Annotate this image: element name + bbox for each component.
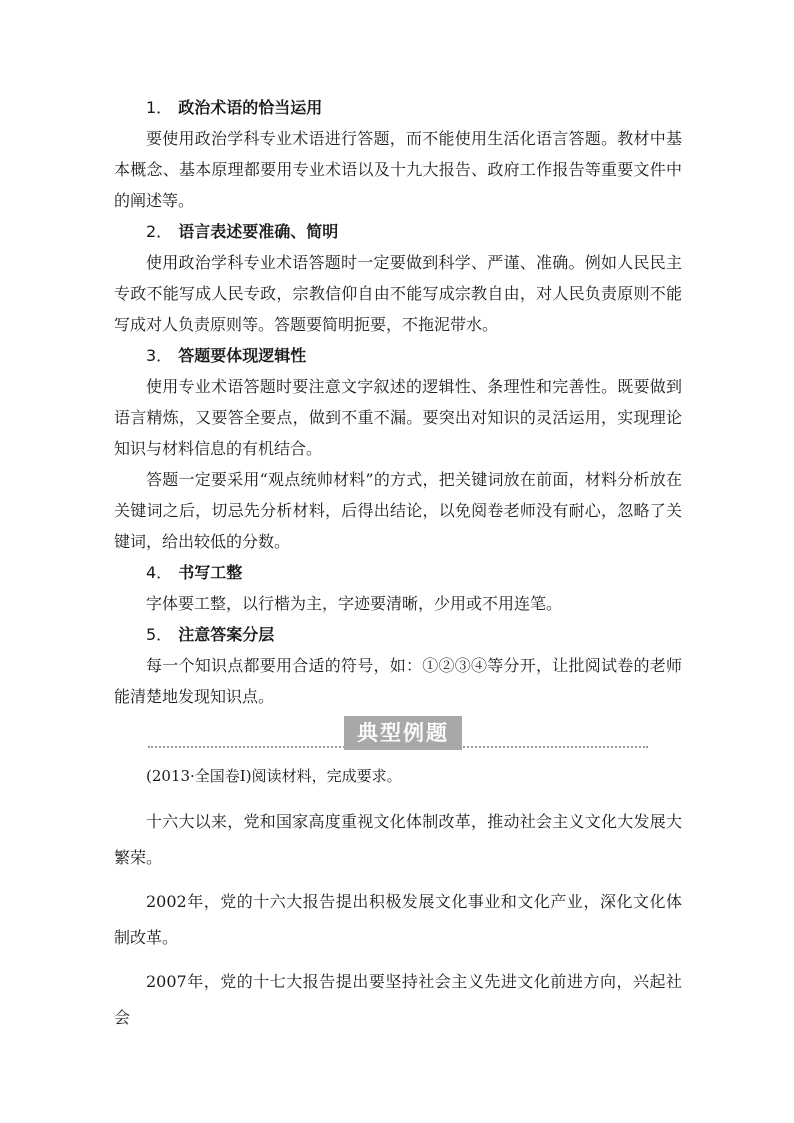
section-title: 注意答案分层 <box>178 625 275 644</box>
section-heading <box>114 619 682 650</box>
section-4 <box>114 557 682 619</box>
section-heading <box>114 557 682 588</box>
section-paragraph: 使用政治学科专业术语答题时一定要做到科学、严谨、准确。例如人民民主专政不能写成人民专政，宗教信仰自由不能写成宗教自由，对人民负责原则不能写成对人负责原则等。答题要简明扼要，不拖泥带水。 <box>114 253 682 334</box>
section-title: 语言表述要准确、简明 <box>178 222 339 241</box>
section-heading <box>114 340 682 371</box>
section-paragraph: 字体要工整，以行楷为主，字迹要清晰，少用或不用连笔。 <box>146 594 563 613</box>
section-1 <box>114 92 682 216</box>
section-number: 5． <box>146 625 173 644</box>
section-5 <box>114 619 682 712</box>
section-title: 书写工整 <box>178 563 243 582</box>
section-title: 答题要体现逻辑性 <box>178 346 307 365</box>
section-3 <box>114 340 682 557</box>
example-banner <box>114 716 682 756</box>
section-heading <box>114 216 682 247</box>
section-number: 4． <box>146 563 173 582</box>
section-paragraph: 答题一定要采用“观点统帅材料”的方式，把关键词放在前面，材料分析放在关键词之后，切忌先分析材料，后得出结论，以免阅卷老师没有耐心，忽略了关键词，给出较低的分数。 <box>114 470 682 551</box>
section-paragraph: 每一个知识点都要用合适的符号，如：①②③④等分开，让批阅试卷的老师能清楚地发现知识点。 <box>114 656 682 706</box>
example-source: (2013·全国卷Ⅰ)阅读材料，完成要求。 <box>146 767 402 785</box>
section-number: 2． <box>146 222 173 241</box>
example-material: 2007年，党的十七大报告提出要坚持社会主义先进文化前进方向，兴起社会 <box>114 972 682 1027</box>
example-material: 2002年，党的十六大报告提出积极发展文化事业和文化产业，深化文化体制改革。 <box>114 892 682 947</box>
example-material: 十六大以来，党和国家高度重视文化体制改革，推动社会主义文化大发展大繁荣。 <box>114 812 682 867</box>
section-2 <box>114 216 682 340</box>
document-page <box>114 92 682 1044</box>
section-number: 1． <box>146 98 173 117</box>
example-block <box>114 762 682 1036</box>
section-paragraph: 使用专业术语答题时要注意文字叙述的逻辑性、条理性和完善性。既要做到语言精炼，又要答全要点，做到不重不漏。要突出对知识的灵活运用，实现理论知识与材料信息的有机结合。 <box>114 377 682 458</box>
example-banner-label: 典型例题 <box>344 716 462 750</box>
section-title: 政治术语的恰当运用 <box>178 98 323 117</box>
section-number: 3． <box>146 346 173 365</box>
section-heading <box>114 92 682 123</box>
section-paragraph: 要使用政治学科专业术语进行答题，而不能使用生活化语言答题。教材中基本概念、基本原理都要用专业术语以及十九大报告、政府工作报告等重要文件中的阐述等。 <box>114 129 682 210</box>
